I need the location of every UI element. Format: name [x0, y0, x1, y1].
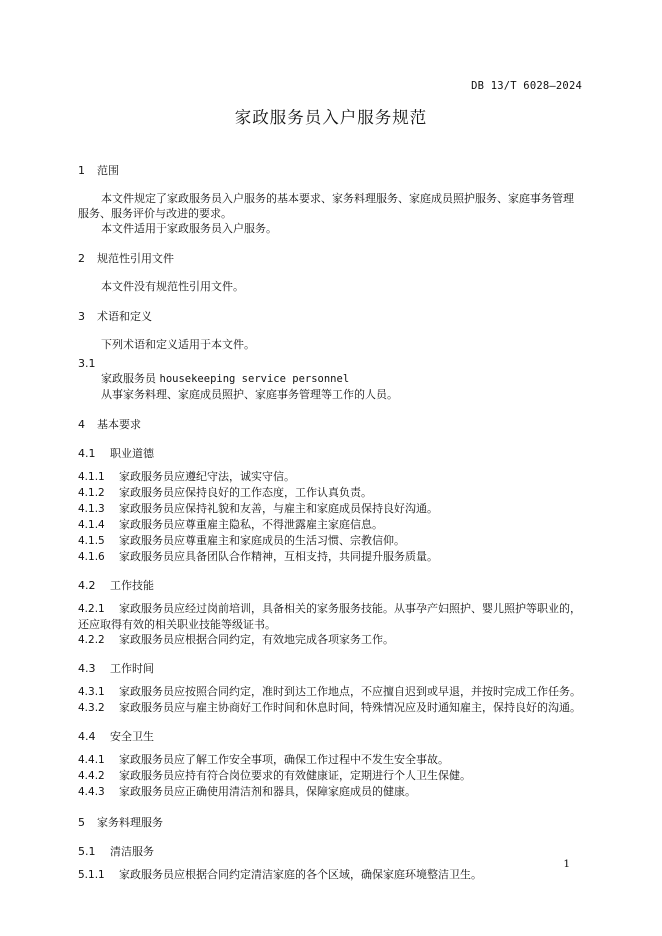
subsection-title: 工作技能: [110, 579, 154, 592]
clause-number: 4.3.2: [78, 702, 105, 714]
term-name-en: housekeeping service personnel: [159, 373, 350, 385]
subsection-number: 4.4: [78, 730, 96, 743]
standard-code: DB 13/T 6028—2024: [471, 80, 582, 92]
section-heading-2: [78, 250, 584, 266]
subsection-heading-4-3: [78, 660, 584, 676]
clause-text: 家政服务员应按照合同约定，准时到达工作地点，不应擅自迟到或早退，并按时完成工作任务。: [119, 685, 581, 698]
clause-item: [78, 632, 584, 648]
section-title: 规范性引用文件: [97, 252, 174, 265]
term-name-zh: 家政服务员: [101, 372, 156, 385]
subsection-heading-4-4: [78, 728, 584, 744]
clause-number: 4.2.2: [78, 634, 105, 646]
paragraph: 下列术语和定义适用于本文件。: [101, 338, 255, 351]
subsection-heading-4-2: [78, 577, 584, 593]
section-number: 3: [78, 310, 85, 323]
subsection-number: 4.1: [78, 447, 96, 460]
section-title: 家务料理服务: [97, 816, 163, 829]
clause-text: 家政服务员应与雇主协商好工作时间和休息时间，特殊情况应及时通知雇主，保持良好的沟通。: [119, 701, 581, 714]
clause-text: 家政服务员应根据合同约定清洁家庭的各个区域，确保家庭环境整洁卫生。: [119, 868, 482, 881]
clause-item: [78, 867, 584, 883]
clause-number: 4.4.2: [78, 770, 105, 782]
clause-list: [78, 601, 584, 648]
clause-item: [78, 549, 584, 565]
clause-text: 家政服务员应根据合同约定，有效地完成各项家务工作。: [119, 633, 394, 646]
section-title: 基本要求: [97, 418, 141, 431]
subsection-heading-5-1: [78, 843, 584, 859]
clause-item: [78, 768, 584, 784]
subsection-title: 职业道德: [110, 447, 154, 460]
clause-item: [78, 501, 584, 517]
subsection-title: 工作时间: [110, 662, 154, 675]
clause-text: 家政服务员应保持良好的工作态度，工作认真负责。: [119, 486, 372, 499]
clause-text: 家政服务员应尊重雇主隐私，不得泄露雇主家庭信息。: [119, 518, 383, 531]
subsection-heading-4-1: [78, 445, 584, 461]
clause-number: 4.2.1: [78, 603, 105, 615]
clause-list: [78, 867, 584, 883]
clause-item: [78, 469, 584, 485]
clause-text: 家政服务员应了解工作安全事项，确保工作过程中不发生安全事故。: [119, 753, 449, 766]
term-name: [78, 371, 584, 387]
section-heading-3: [78, 308, 584, 324]
clause-number: 5.1.1: [78, 869, 105, 881]
clause-item: [78, 684, 584, 700]
paragraph: 本文件没有规范性引用文件。: [101, 280, 244, 293]
section-heading-5: [78, 814, 584, 830]
clause-number: 4.1.4: [78, 519, 105, 531]
clause-text: 家政服务员应遵纪守法，诚实守信。: [119, 470, 295, 483]
clause-item: [78, 784, 584, 800]
section-heading-1: [78, 162, 584, 178]
subsection-title: 清洁服务: [110, 845, 154, 858]
section-number: 5: [78, 816, 85, 829]
term-number: 3.1: [78, 357, 96, 370]
clause-number: 4.1.3: [78, 503, 105, 515]
clause-item: [78, 485, 584, 501]
section-number: 1: [78, 164, 85, 177]
clause-text: 家政服务员应具备团队合作精神，互相支持，共同提升服务质量。: [119, 550, 438, 563]
section-title: 术语和定义: [97, 310, 152, 323]
term-definition: 从事家务料理、家庭成员照护、家庭事务管理等工作的人员。: [101, 388, 398, 401]
clause-number: 4.1.5: [78, 535, 105, 547]
clause-item: [78, 601, 584, 632]
section-number: 4: [78, 418, 85, 431]
section-heading-4: [78, 416, 584, 432]
clause-text: 家政服务员应保持礼貌和友善，与雇主和家庭成员保持良好沟通。: [119, 502, 438, 515]
paragraph: 本文件规定了家政服务员入户服务的基本要求、家务料理服务、家庭成员照护服务、家庭事务管理服务、服务评价与改进的要求。: [78, 192, 574, 220]
page-number: 1: [563, 858, 570, 870]
paragraph: 本文件适用于家政服务员入户服务。: [101, 222, 277, 235]
subsection-number: 4.3: [78, 662, 96, 675]
clause-list: [78, 684, 584, 716]
clause-number: 4.3.1: [78, 686, 105, 698]
clause-item: [78, 752, 584, 768]
subsection-number: 5.1: [78, 845, 96, 858]
clause-number: 4.1.6: [78, 551, 105, 563]
clause-list: [78, 752, 584, 800]
clause-number: 4.4.1: [78, 754, 105, 766]
clause-list: [78, 469, 584, 565]
subsection-title: 安全卫生: [110, 730, 154, 743]
subsection-number: 4.2: [78, 579, 96, 592]
clause-text: 家政服务员应正确使用清洁剂和器具，保障家庭成员的健康。: [119, 785, 416, 798]
section-title: 范围: [97, 164, 119, 177]
clause-text: 家政服务员应尊重雇主和家庭成员的生活习惯、宗教信仰。: [119, 534, 405, 547]
clause-item: [78, 533, 584, 549]
section-number: 2: [78, 252, 85, 265]
clause-number: 4.4.3: [78, 786, 105, 798]
clause-text: 家政服务员应持有符合岗位要求的有效健康证，定期进行个人卫生保健。: [119, 769, 471, 782]
document-title: 家政服务员入户服务规范: [234, 108, 428, 127]
clause-item: [78, 517, 584, 533]
clause-item: [78, 700, 584, 716]
document-body: [78, 148, 584, 883]
clause-text: 家政服务员应经过岗前培训，具备相关的家务服务技能。从事孕产妇照护、婴儿照护等职业的，还应取得有效的相关职业技能等级证书。: [78, 602, 581, 631]
clause-number: 4.1.2: [78, 487, 105, 499]
clause-number: 4.1.1: [78, 471, 105, 483]
